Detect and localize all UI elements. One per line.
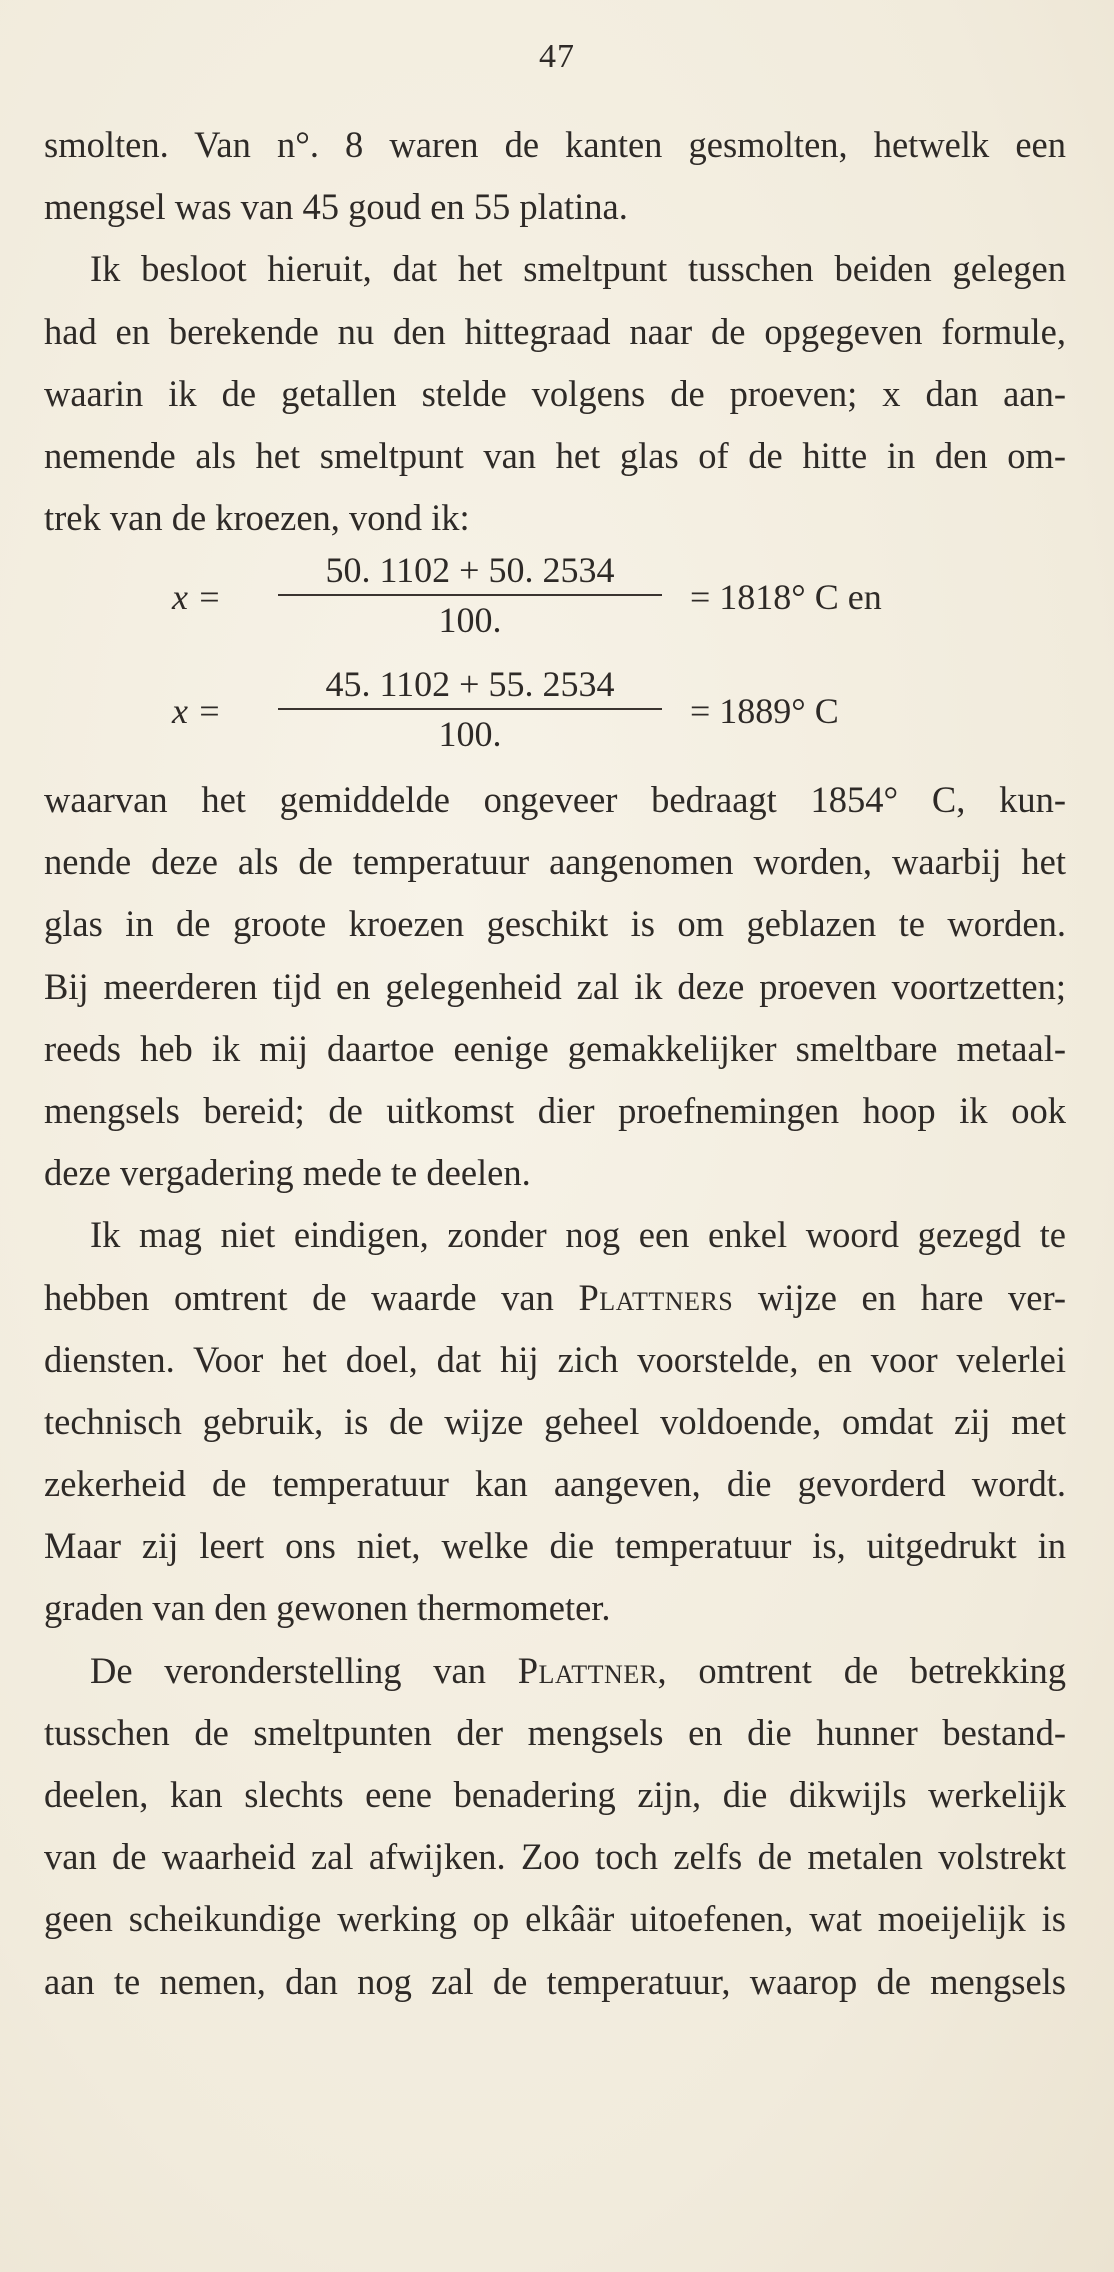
fraction-bar	[278, 708, 662, 710]
text-run: De veronderstelling van	[90, 1649, 486, 1691]
text-line: tusschen de smeltpunten der mengsels en die hunner bestand-	[44, 1711, 1066, 1753]
text-line: smolten. Van n°. 8 waren de kanten gesmolten, hetwelk een	[44, 124, 1066, 165]
text-line	[44, 1640, 1066, 1702]
text-line: technisch gebruik, is de wijze geheel voldoende, omdat zij met	[44, 1400, 1066, 1442]
equation-numerator: 45. 1102 + 55. 2534	[325, 664, 615, 704]
author-name: Plattners	[578, 1276, 734, 1318]
equation-fraction	[270, 662, 670, 756]
text-line: zekerheid de temperatuur kan aangeven, die gevorderd wordt.	[44, 1463, 1066, 1505]
equation-rhs: = 1818° C en	[690, 577, 882, 617]
equation-1	[0, 548, 1114, 648]
text-line: mengsel was van 45 goud en 55 platina.	[44, 186, 628, 228]
text-line: reeds heb ik mij daartoe eenige gemakkelijker smeltbare metaal-	[44, 1027, 1066, 1069]
text-line: trek van de kroezen, vond ik:	[44, 497, 470, 539]
text-run: hebben omtrent de waarde van	[44, 1276, 554, 1318]
text-line: nende deze als de temperatuur aangenomen worden, waarbij het	[44, 841, 1066, 883]
text-run: wijze en hare ver-	[757, 1276, 1067, 1318]
text-line: diensten. Voor het doel, dat hij zich voorstelde, en voor velerlei	[44, 1338, 1066, 1380]
equation-denominator: 100.	[438, 600, 502, 640]
text-line: deelen, kan slechts eene benadering zijn, die dikwijls werkelijk	[44, 1774, 1066, 1815]
text-line: Ik mag niet eindigen, zonder nog een enkel woord gezegd te	[90, 1214, 1066, 1256]
text-line	[44, 1267, 1066, 1329]
text-line: waarin ik de getallen stelde volgens de proeven; x dan aan-	[44, 372, 1066, 414]
text-line: nemende als het smeltpunt van het glas of de hitte in den om-	[44, 434, 1066, 476]
author-name: Plattner	[517, 1649, 658, 1691]
text-line: graden van den gewonen thermometer.	[44, 1587, 611, 1629]
fraction-bar	[278, 594, 662, 596]
equation-lhs: x =	[172, 691, 222, 731]
text-line: glas in de groote kroezen geschikt is om geblazen te worden.	[44, 903, 1066, 945]
equation-fraction	[270, 548, 670, 642]
equation-2	[0, 662, 1114, 762]
equation-rhs: = 1889° C	[690, 691, 839, 731]
equation-numerator: 50. 1102 + 50. 2534	[325, 550, 615, 590]
text-block-bottom	[44, 769, 1066, 2013]
text-line: Ik besloot hieruit, dat het smeltpunt tusschen beiden gelegen	[90, 248, 1066, 290]
text-line: mengsels bereid; de uitkomst dier proefnemingen hoop ik ook	[44, 1089, 1066, 1131]
text-line: waarvan het gemiddelde ongeveer bedraagt 1854° C, kun-	[44, 779, 1066, 820]
equation-lhs: x =	[172, 577, 222, 617]
text-line: aan te nemen, dan nog zal de temperatuur, waarop de mengsels	[44, 1960, 1066, 2002]
text-line: van de waarheid zal afwijken. Zoo toch zelfs de metalen volstrekt	[44, 1836, 1066, 1878]
equation-denominator: 100.	[438, 714, 502, 754]
text-line: deze vergadering mede te deelen.	[44, 1152, 531, 1194]
text-line: Bij meerderen tijd en gelegenheid zal ik deze proeven voortzetten;	[44, 965, 1066, 1007]
text-line: geen scheikundige werking op elkâär uitoefenen, wat moeijelijk is	[44, 1898, 1066, 1940]
text-line: Maar zij leert ons niet, welke die temperatuur is, uitgedrukt in	[44, 1525, 1066, 1567]
text-block-top	[44, 114, 1066, 549]
page-number: 47	[539, 38, 575, 75]
text-line: had en berekende nu den hittegraad naar de opgegeven formule,	[44, 310, 1066, 352]
text-run: , omtrent de betrekking	[657, 1649, 1066, 1691]
